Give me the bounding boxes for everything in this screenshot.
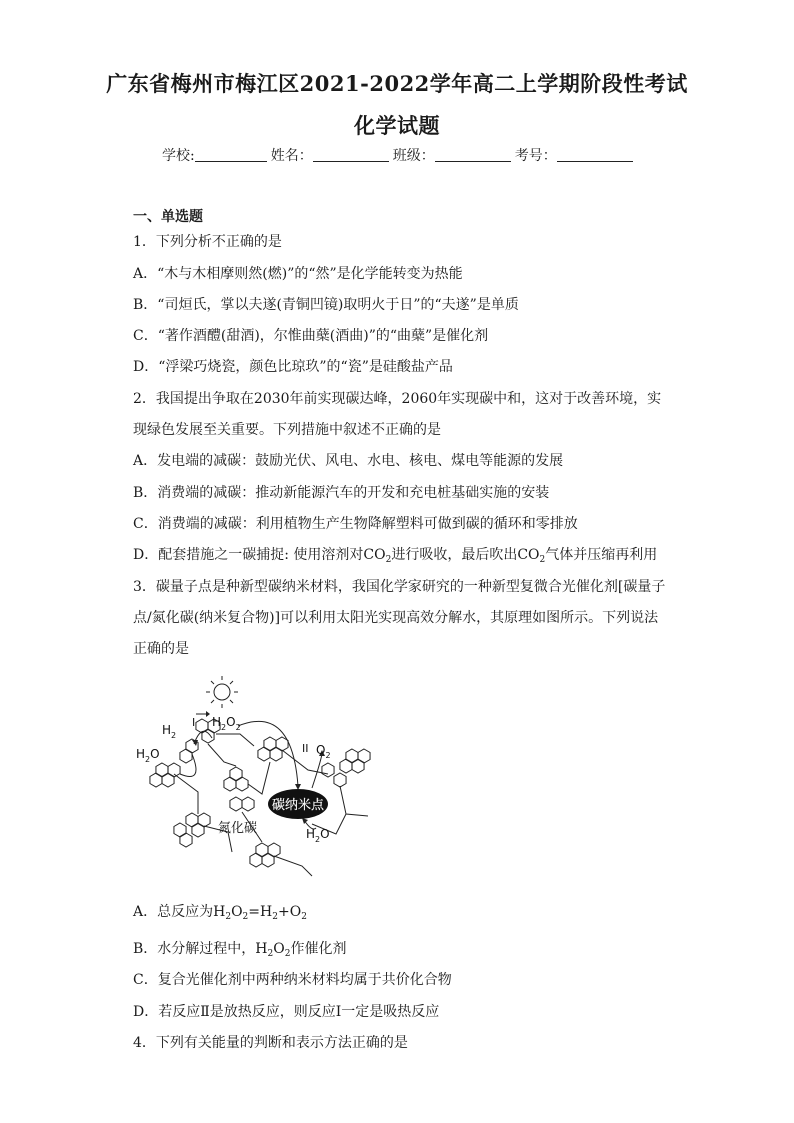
class-blank[interactable] <box>435 147 511 162</box>
student-info-row <box>162 145 637 165</box>
q1-stem: 1．下列分析不正确的是 <box>133 234 282 250</box>
q2-option-a: A．发电端的减碳：鼓励光伏、风电、水电、核电、煤电等能源的发展 <box>133 453 564 469</box>
h2o-right-label: $H_2O$ <box>306 827 330 844</box>
reaction-ii-label: II <box>302 742 309 755</box>
carbon-nitride-label: 氮化碳 <box>218 821 258 836</box>
q2-option-d: D．配套措施之一碳捕捉: 使用溶剂对$CO_2$进行吸收，最后吹出$CO_2$气体并压缩再利用 <box>133 547 658 565</box>
id-blank[interactable] <box>557 147 633 162</box>
q3-option-c: C．复合光催化剂中两种纳米材料均属于共价化合物 <box>133 972 452 988</box>
reaction-i-label: I <box>192 716 196 729</box>
class-label: 班级： <box>392 148 435 164</box>
q3-option-d: D．若反应Ⅱ是放热反应，则反应Ⅰ一定是吸热反应 <box>133 1004 440 1020</box>
q4-stem: 4．下列有关能量的判断和表示方法正确的是 <box>133 1035 408 1051</box>
sun-icon <box>206 676 238 708</box>
h2o-left-label: $H_2O$ <box>136 747 160 764</box>
o2-label: $O_2$ <box>316 743 331 760</box>
section-heading: 一、单选题 <box>133 209 203 225</box>
q1-option-d: D．“浮梁巧烧瓷，颜色比琼玖”的“瓷”是硅酸盐产品 <box>133 359 453 375</box>
q2-option-c: C．消费端的减碳：利用植物生产生物降解塑料可做到碳的循环和零排放 <box>133 516 578 532</box>
photocatalysis-diagram <box>132 674 382 890</box>
q1-option-c: C．“著作酒醴(甜酒)，尔惟曲蘖(酒曲)”的“曲蘖”是催化剂 <box>133 328 489 344</box>
document-title-line1: 广东省梅州市梅江区2021-2022学年高二上学期阶段性考试 <box>106 71 688 96</box>
q3-stem-line1: 3．碳量子点是种新型碳纳米材料，我国化学家研究的一种新型复微合光催化剂[碳量子 <box>133 579 666 595</box>
h2o2-label: $H_2O_2$ <box>212 715 241 732</box>
document-title-line2: 化学试题 <box>354 113 440 138</box>
carbon-dot-label: 碳纳米点 <box>271 798 325 813</box>
q1-option-a: A．“木与木相摩则然(燃)”的“然”是化学能转变为热能 <box>133 266 463 282</box>
h2-label: $H_2$ <box>162 723 177 740</box>
q3-option-b: B．水分解过程中，$H_2O_2$作催化剂 <box>133 941 347 959</box>
name-label: 姓名： <box>270 148 313 164</box>
q2-stem-line2: 现绿色发展至关重要。下列措施中叙述不正确的是 <box>133 422 441 438</box>
q3-option-a: A．总反应为$H_2O_2=H_2+O_2$ <box>133 904 307 922</box>
q2-stem-line1: 2．我国提出争取在2030年前实现碳达峰，2060年实现碳中和，这对于改善环境，实 <box>133 391 662 407</box>
id-label: 考号： <box>514 148 557 164</box>
school-blank[interactable] <box>195 147 267 162</box>
q3-stem-line3: 正确的是 <box>133 641 189 657</box>
q1-option-b: B．“司烜氏，掌以夫遂(青铜凹镜)取明火于日”的“夫遂”是单质 <box>133 297 519 313</box>
q2-option-b: B．消费端的减碳：推动新能源汽车的开发和充电桩基础实施的安装 <box>133 485 550 501</box>
school-label: 学校: <box>162 148 195 164</box>
name-blank[interactable] <box>313 147 389 162</box>
carbon-nitride-network <box>150 719 370 876</box>
q3-stem-line2: 点/氮化碳(纳米复合物)]可以利用太阳光实现高效分解水，其原理如图所示。下列说法 <box>133 610 659 626</box>
